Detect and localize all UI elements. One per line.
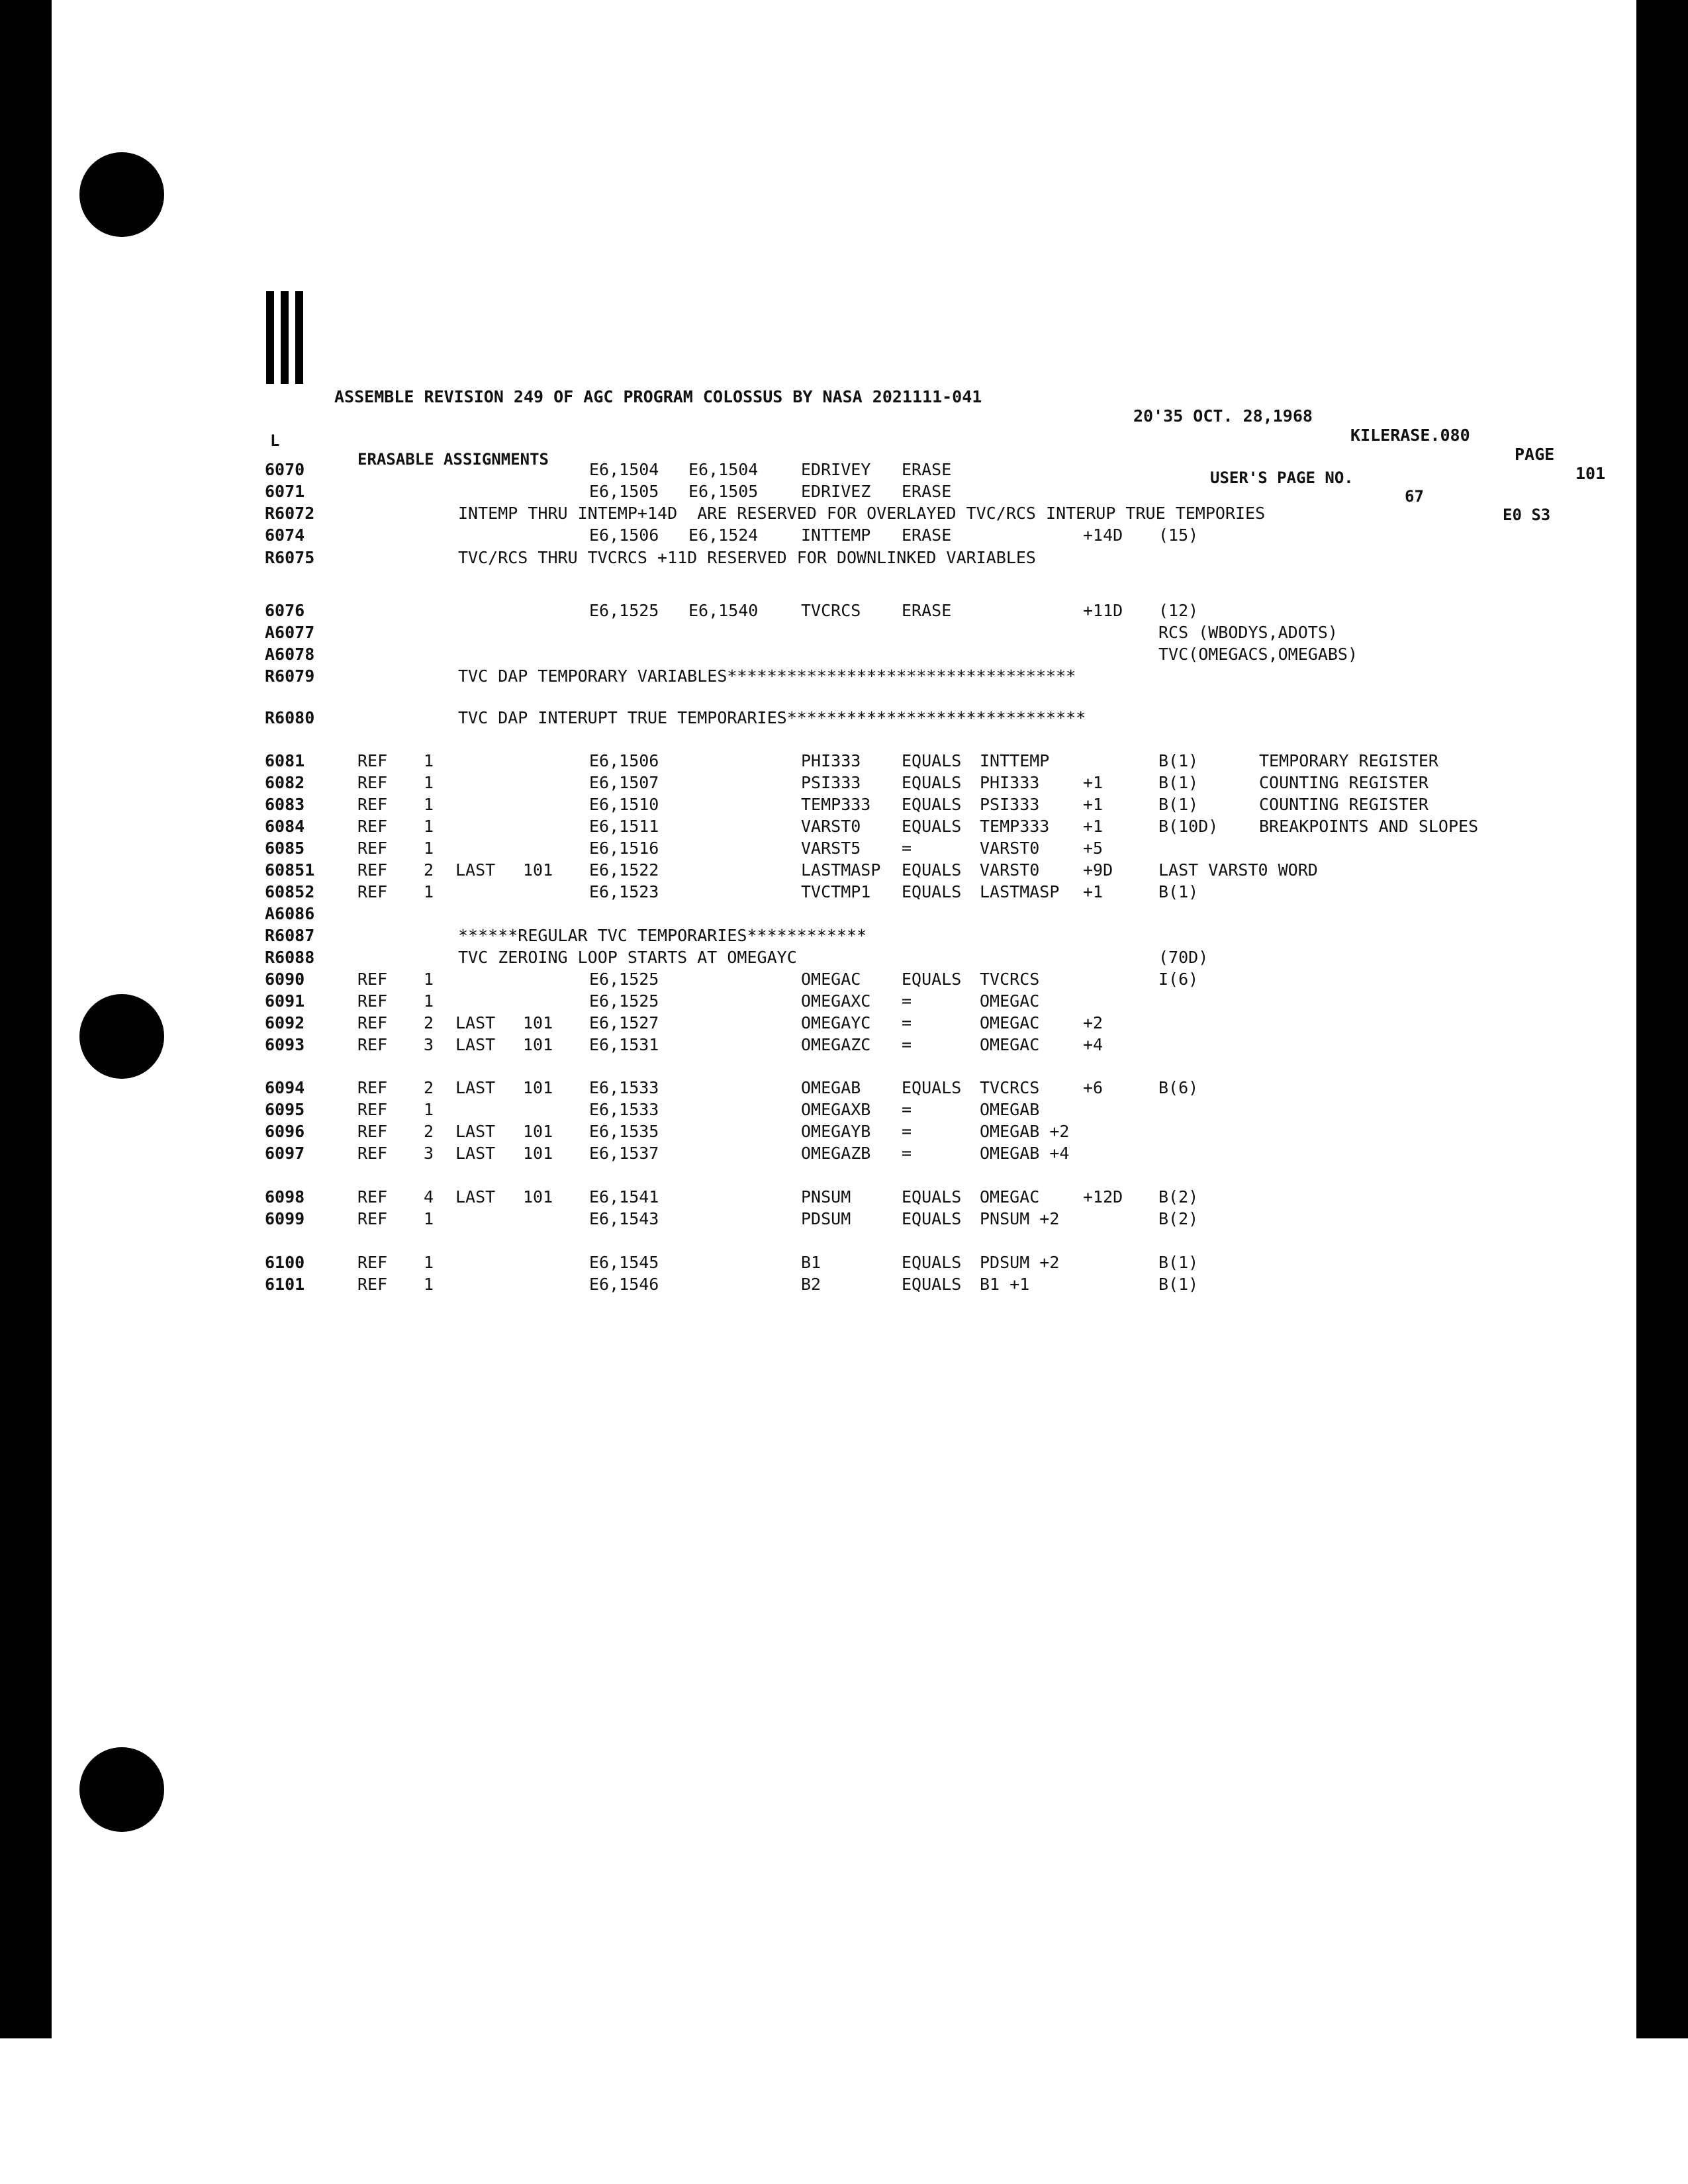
line-note: COUNTING REGISTER bbox=[1259, 795, 1429, 814]
line-ref: REF bbox=[357, 1187, 388, 1206]
line-comment: I(6) bbox=[1158, 970, 1199, 989]
line-comment: (15) bbox=[1158, 525, 1199, 545]
listing-line bbox=[0, 815, 1589, 838]
line-label: B1 bbox=[801, 1253, 821, 1272]
line-seq: 6071 bbox=[265, 482, 305, 501]
listing-line bbox=[0, 946, 1589, 969]
line-refcount: 1 bbox=[424, 1100, 434, 1119]
listing-line bbox=[0, 707, 1589, 729]
line-lastno: 101 bbox=[523, 1122, 553, 1141]
line-seq: 6100 bbox=[265, 1253, 305, 1272]
binder-mark bbox=[266, 291, 310, 384]
line-last: LAST bbox=[455, 1187, 496, 1206]
line-refcount: 1 bbox=[424, 970, 434, 989]
line-operand: OMEGAB +2 bbox=[980, 1122, 1070, 1141]
line-refcount: 3 bbox=[424, 1144, 434, 1163]
line-refcount: 1 bbox=[424, 795, 434, 814]
line-label: OMEGAXB bbox=[801, 1100, 871, 1119]
line-comment: RCS (WBODYS,ADOTS) bbox=[1158, 623, 1338, 642]
line-op: EQUALS bbox=[902, 817, 962, 836]
section-title: ERASABLE ASSIGNMENTS bbox=[357, 450, 549, 469]
line-ref: REF bbox=[357, 751, 388, 770]
line-seq: 6083 bbox=[265, 795, 305, 814]
listing-line bbox=[0, 459, 1589, 481]
line-comment: B(1) bbox=[1158, 1275, 1199, 1294]
listing-line bbox=[0, 968, 1589, 991]
line-op: EQUALS bbox=[902, 860, 962, 880]
line-seq: 6074 bbox=[265, 525, 305, 545]
line-seq: 60852 bbox=[265, 882, 315, 901]
assembly-datetime: 20'35 OCT. 28,1968 bbox=[1133, 406, 1313, 426]
line-ref: REF bbox=[357, 795, 388, 814]
line-refcount: 3 bbox=[424, 1035, 434, 1054]
listing-line bbox=[0, 524, 1589, 547]
line-op: = bbox=[902, 839, 912, 858]
line-operand: PDSUM +2 bbox=[980, 1253, 1060, 1272]
line-addr1: E6,1546 bbox=[589, 1275, 659, 1294]
line-label: EDRIVEY bbox=[801, 460, 871, 479]
listing-line bbox=[0, 621, 1589, 644]
line-ref: REF bbox=[357, 882, 388, 901]
line-seq: 6096 bbox=[265, 1122, 305, 1141]
line-addr1: E6,1516 bbox=[589, 839, 659, 858]
line-label: OMEGAXC bbox=[801, 991, 871, 1011]
line-label: OMEGAZC bbox=[801, 1035, 871, 1054]
line-comment: (12) bbox=[1158, 601, 1199, 620]
line-comment: B(2) bbox=[1158, 1187, 1199, 1206]
line-op: EQUALS bbox=[902, 970, 962, 989]
line-seq: 6092 bbox=[265, 1013, 305, 1032]
line-note: COUNTING REGISTER bbox=[1259, 773, 1429, 792]
line-label: VARST5 bbox=[801, 839, 861, 858]
line-label: TVCTMP1 bbox=[801, 882, 871, 901]
line-label: INTTEMP bbox=[801, 525, 871, 545]
line-operand: OMEGAC bbox=[980, 1035, 1040, 1054]
line-seq: 6094 bbox=[265, 1078, 305, 1097]
line-operand: LASTMASP bbox=[980, 882, 1060, 901]
listing-line bbox=[0, 1034, 1589, 1056]
subheader-marker: L bbox=[270, 432, 280, 450]
line-label: OMEGAC bbox=[801, 970, 861, 989]
line-addr1: E6,1531 bbox=[589, 1035, 659, 1054]
line-label: VARST0 bbox=[801, 817, 861, 836]
line-addr1: E6,1507 bbox=[589, 773, 659, 792]
line-comment: B(1) bbox=[1158, 882, 1199, 901]
line-seq: 6090 bbox=[265, 970, 305, 989]
line-seq: R6079 bbox=[265, 666, 315, 686]
listing-line bbox=[0, 1186, 1589, 1208]
line-op: EQUALS bbox=[902, 1275, 962, 1294]
line-modifier: +4 bbox=[1083, 1035, 1103, 1054]
line-operand: VARST0 bbox=[980, 860, 1040, 880]
listing-line bbox=[0, 990, 1589, 1013]
line-refcount: 1 bbox=[424, 817, 434, 836]
line-ref: REF bbox=[357, 1275, 388, 1294]
line-note: TEMPORARY REGISTER bbox=[1259, 751, 1438, 770]
line-operand: B1 +1 bbox=[980, 1275, 1030, 1294]
line-seq: 6095 bbox=[265, 1100, 305, 1119]
line-label: B2 bbox=[801, 1275, 821, 1294]
listing-line bbox=[0, 1012, 1589, 1034]
listing-line bbox=[0, 1077, 1589, 1099]
line-seq: R6087 bbox=[265, 926, 315, 945]
listing-line bbox=[0, 925, 1589, 947]
line-remark: TVC DAP INTERUPT TRUE TEMPORARIES****************************** bbox=[458, 708, 1086, 727]
listing-line bbox=[0, 1099, 1589, 1121]
line-addr1: E6,1541 bbox=[589, 1187, 659, 1206]
listing-line bbox=[0, 859, 1589, 882]
line-ref: REF bbox=[357, 991, 388, 1011]
line-operand: PHI333 bbox=[980, 773, 1040, 792]
line-op: EQUALS bbox=[902, 795, 962, 814]
line-addr1: E6,1537 bbox=[589, 1144, 659, 1163]
line-ref: REF bbox=[357, 1209, 388, 1228]
line-addr1: E6,1525 bbox=[589, 970, 659, 989]
line-op: EQUALS bbox=[902, 751, 962, 770]
line-op: EQUALS bbox=[902, 1078, 962, 1097]
line-last: LAST bbox=[455, 860, 496, 880]
line-label: TVCRCS bbox=[801, 601, 861, 620]
line-comment: B(1) bbox=[1158, 751, 1199, 770]
line-seq: 60851 bbox=[265, 860, 315, 880]
line-modifier: +12D bbox=[1083, 1187, 1123, 1206]
line-modifier: +9D bbox=[1083, 860, 1113, 880]
line-last: LAST bbox=[455, 1144, 496, 1163]
line-comment: TVC(OMEGACS,OMEGABS) bbox=[1158, 645, 1358, 664]
line-refcount: 4 bbox=[424, 1187, 434, 1206]
line-label: OMEGAB bbox=[801, 1078, 861, 1097]
users-page-number: 67 bbox=[1405, 487, 1424, 506]
listing-line bbox=[0, 1273, 1589, 1296]
line-label: PHI333 bbox=[801, 751, 861, 770]
line-addr1: E6,1504 bbox=[589, 460, 659, 479]
line-remark: TVC/RCS THRU TVCRCS +11D RESERVED FOR DOWNLINKED VARIABLES bbox=[458, 548, 1036, 567]
line-op: EQUALS bbox=[902, 773, 962, 792]
line-seq: 6081 bbox=[265, 751, 305, 770]
line-label: TEMP333 bbox=[801, 795, 871, 814]
line-last: LAST bbox=[455, 1035, 496, 1054]
line-refcount: 1 bbox=[424, 1209, 434, 1228]
line-op: ERASE bbox=[902, 482, 952, 501]
listing-line bbox=[0, 837, 1589, 860]
line-modifier: +14D bbox=[1083, 525, 1123, 545]
listing-line bbox=[0, 665, 1589, 688]
listing-line bbox=[0, 643, 1589, 666]
line-addr1: E6,1543 bbox=[589, 1209, 659, 1228]
line-note: BREAKPOINTS AND SLOPES bbox=[1259, 817, 1479, 836]
line-lastno: 101 bbox=[523, 1144, 553, 1163]
line-last: LAST bbox=[455, 1078, 496, 1097]
line-comment: B(6) bbox=[1158, 1078, 1199, 1097]
line-op: EQUALS bbox=[902, 1187, 962, 1206]
line-addr2: E6,1540 bbox=[688, 601, 759, 620]
line-label: OMEGAZB bbox=[801, 1144, 871, 1163]
line-addr1: E6,1506 bbox=[589, 525, 659, 545]
line-comment: B(1) bbox=[1158, 773, 1199, 792]
line-seq: 6097 bbox=[265, 1144, 305, 1163]
line-label: LASTMASP bbox=[801, 860, 881, 880]
listing-line bbox=[0, 502, 1589, 525]
line-ref: REF bbox=[357, 1078, 388, 1097]
page-label: PAGE bbox=[1515, 445, 1555, 464]
line-addr1: E6,1511 bbox=[589, 817, 659, 836]
line-label: OMEGAYB bbox=[801, 1122, 871, 1141]
line-addr2: E6,1504 bbox=[688, 460, 759, 479]
line-refcount: 1 bbox=[424, 991, 434, 1011]
line-operand: TVCRCS bbox=[980, 1078, 1040, 1097]
line-comment: B(1) bbox=[1158, 795, 1199, 814]
line-addr1: E6,1510 bbox=[589, 795, 659, 814]
listing-line bbox=[0, 1142, 1589, 1165]
section-code: E0 S3 bbox=[1503, 506, 1551, 524]
line-seq: 6084 bbox=[265, 817, 305, 836]
line-comment: (70D) bbox=[1158, 948, 1209, 967]
line-comment: B(10D) bbox=[1158, 817, 1219, 836]
line-addr1: E6,1533 bbox=[589, 1078, 659, 1097]
line-seq: A6077 bbox=[265, 623, 315, 642]
line-addr1: E6,1533 bbox=[589, 1100, 659, 1119]
line-op: = bbox=[902, 1013, 912, 1032]
line-remark: TVC ZEROING LOOP STARTS AT OMEGAYC bbox=[458, 948, 797, 967]
line-addr1: E6,1527 bbox=[589, 1013, 659, 1032]
line-operand: PNSUM +2 bbox=[980, 1209, 1060, 1228]
punch-hole bbox=[79, 1747, 164, 1832]
line-op: = bbox=[902, 1122, 912, 1141]
line-label: PDSUM bbox=[801, 1209, 851, 1228]
line-ref: REF bbox=[357, 839, 388, 858]
line-ref: REF bbox=[357, 1144, 388, 1163]
line-remark: TVC DAP TEMPORARY VARIABLES*********************************** bbox=[458, 666, 1076, 686]
line-modifier: +1 bbox=[1083, 882, 1103, 901]
line-op: ERASE bbox=[902, 601, 952, 620]
line-seq: A6086 bbox=[265, 904, 315, 923]
line-op: = bbox=[902, 991, 912, 1011]
line-operand: OMEGAB bbox=[980, 1100, 1040, 1119]
line-op: = bbox=[902, 1100, 912, 1119]
line-operand: OMEGAC bbox=[980, 1013, 1040, 1032]
line-remark: INTEMP THRU INTEMP+14D ARE RESERVED FOR OVERLAYED TVC/RCS INTERUP TRUE TEMPORIES bbox=[458, 504, 1266, 523]
line-lastno: 101 bbox=[523, 1078, 553, 1097]
line-addr1: E6,1522 bbox=[589, 860, 659, 880]
line-operand: OMEGAB +4 bbox=[980, 1144, 1070, 1163]
line-op: ERASE bbox=[902, 525, 952, 545]
line-seq: 6082 bbox=[265, 773, 305, 792]
line-comment: B(1) bbox=[1158, 1253, 1199, 1272]
line-refcount: 2 bbox=[424, 1122, 434, 1141]
line-last: LAST bbox=[455, 1122, 496, 1141]
listing-line bbox=[0, 750, 1589, 772]
line-seq: A6078 bbox=[265, 645, 315, 664]
line-seq: R6088 bbox=[265, 948, 315, 967]
punch-hole bbox=[79, 152, 164, 237]
line-operand: TEMP333 bbox=[980, 817, 1050, 836]
users-page-label: USER'S PAGE NO. bbox=[1210, 469, 1354, 487]
page-number: 101 bbox=[1575, 464, 1606, 483]
line-operand: TVCRCS bbox=[980, 970, 1040, 989]
line-refcount: 1 bbox=[424, 882, 434, 901]
line-op: EQUALS bbox=[902, 882, 962, 901]
line-ref: REF bbox=[357, 1253, 388, 1272]
line-addr2: E6,1505 bbox=[688, 482, 759, 501]
line-refcount: 2 bbox=[424, 860, 434, 880]
line-ref: REF bbox=[357, 1122, 388, 1141]
line-ref: REF bbox=[357, 773, 388, 792]
line-refcount: 2 bbox=[424, 1013, 434, 1032]
assembly-title: ASSEMBLE REVISION 249 OF AGC PROGRAM COLOSSUS BY NASA 2021111-041 bbox=[334, 387, 982, 406]
line-operand: INTTEMP bbox=[980, 751, 1050, 770]
line-seq: 6085 bbox=[265, 839, 305, 858]
line-ref: REF bbox=[357, 1100, 388, 1119]
line-modifier: +2 bbox=[1083, 1013, 1103, 1032]
line-addr1: E6,1505 bbox=[589, 482, 659, 501]
line-addr1: E6,1523 bbox=[589, 882, 659, 901]
line-operand: OMEGAC bbox=[980, 1187, 1040, 1206]
line-operand: VARST0 bbox=[980, 839, 1040, 858]
line-seq: R6080 bbox=[265, 708, 315, 727]
assembly-file: KILERASE.080 bbox=[1350, 426, 1470, 445]
listing-line bbox=[0, 794, 1589, 816]
line-lastno: 101 bbox=[523, 1035, 553, 1054]
listing-line bbox=[0, 772, 1589, 794]
line-modifier: +1 bbox=[1083, 795, 1103, 814]
line-seq: 6091 bbox=[265, 991, 305, 1011]
line-addr1: E6,1525 bbox=[589, 601, 659, 620]
line-seq: 6101 bbox=[265, 1275, 305, 1294]
line-ref: REF bbox=[357, 860, 388, 880]
line-modifier: +1 bbox=[1083, 773, 1103, 792]
line-seq: R6072 bbox=[265, 504, 315, 523]
line-seq: 6098 bbox=[265, 1187, 305, 1206]
line-refcount: 1 bbox=[424, 773, 434, 792]
line-op: EQUALS bbox=[902, 1253, 962, 1272]
line-lastno: 101 bbox=[523, 1013, 553, 1032]
line-refcount: 1 bbox=[424, 1275, 434, 1294]
line-addr1: E6,1525 bbox=[589, 991, 659, 1011]
line-op: EQUALS bbox=[902, 1209, 962, 1228]
line-seq: 6076 bbox=[265, 601, 305, 620]
line-refcount: 1 bbox=[424, 839, 434, 858]
listing-line bbox=[0, 903, 1589, 925]
line-lastno: 101 bbox=[523, 1187, 553, 1206]
line-modifier: +5 bbox=[1083, 839, 1103, 858]
line-op: = bbox=[902, 1035, 912, 1054]
line-comment: B(2) bbox=[1158, 1209, 1199, 1228]
listing-line bbox=[0, 600, 1589, 622]
listing-line bbox=[0, 547, 1589, 569]
line-remark: ******REGULAR TVC TEMPORARIES************ bbox=[458, 926, 867, 945]
line-op: = bbox=[902, 1144, 912, 1163]
line-seq: R6075 bbox=[265, 548, 315, 567]
line-addr1: E6,1535 bbox=[589, 1122, 659, 1141]
line-label: PSI333 bbox=[801, 773, 861, 792]
listing-line bbox=[0, 1208, 1589, 1230]
line-refcount: 1 bbox=[424, 751, 434, 770]
line-operand: PSI333 bbox=[980, 795, 1040, 814]
listing-line bbox=[0, 480, 1589, 503]
line-ref: REF bbox=[357, 1035, 388, 1054]
line-modifier: +6 bbox=[1083, 1078, 1103, 1097]
line-ref: REF bbox=[357, 817, 388, 836]
listing-line bbox=[0, 1120, 1589, 1143]
line-label: PNSUM bbox=[801, 1187, 851, 1206]
line-op: ERASE bbox=[902, 460, 952, 479]
line-label: OMEGAYC bbox=[801, 1013, 871, 1032]
listing-line bbox=[0, 881, 1589, 903]
line-seq: 6093 bbox=[265, 1035, 305, 1054]
line-addr1: E6,1506 bbox=[589, 751, 659, 770]
line-label: EDRIVEZ bbox=[801, 482, 871, 501]
line-addr1: E6,1545 bbox=[589, 1253, 659, 1272]
line-seq: 6099 bbox=[265, 1209, 305, 1228]
line-refcount: 1 bbox=[424, 1253, 434, 1272]
line-refcount: 2 bbox=[424, 1078, 434, 1097]
line-operand: OMEGAC bbox=[980, 991, 1040, 1011]
line-lastno: 101 bbox=[523, 860, 553, 880]
line-ref: REF bbox=[357, 970, 388, 989]
listing-line bbox=[0, 1251, 1589, 1274]
scan-right-edge bbox=[1636, 0, 1688, 2038]
line-addr2: E6,1524 bbox=[688, 525, 759, 545]
line-last: LAST bbox=[455, 1013, 496, 1032]
line-modifier: +11D bbox=[1083, 601, 1123, 620]
line-seq: 6070 bbox=[265, 460, 305, 479]
line-modifier: +1 bbox=[1083, 817, 1103, 836]
line-ref: REF bbox=[357, 1013, 388, 1032]
line-comment: LAST VARST0 WORD bbox=[1158, 860, 1318, 880]
